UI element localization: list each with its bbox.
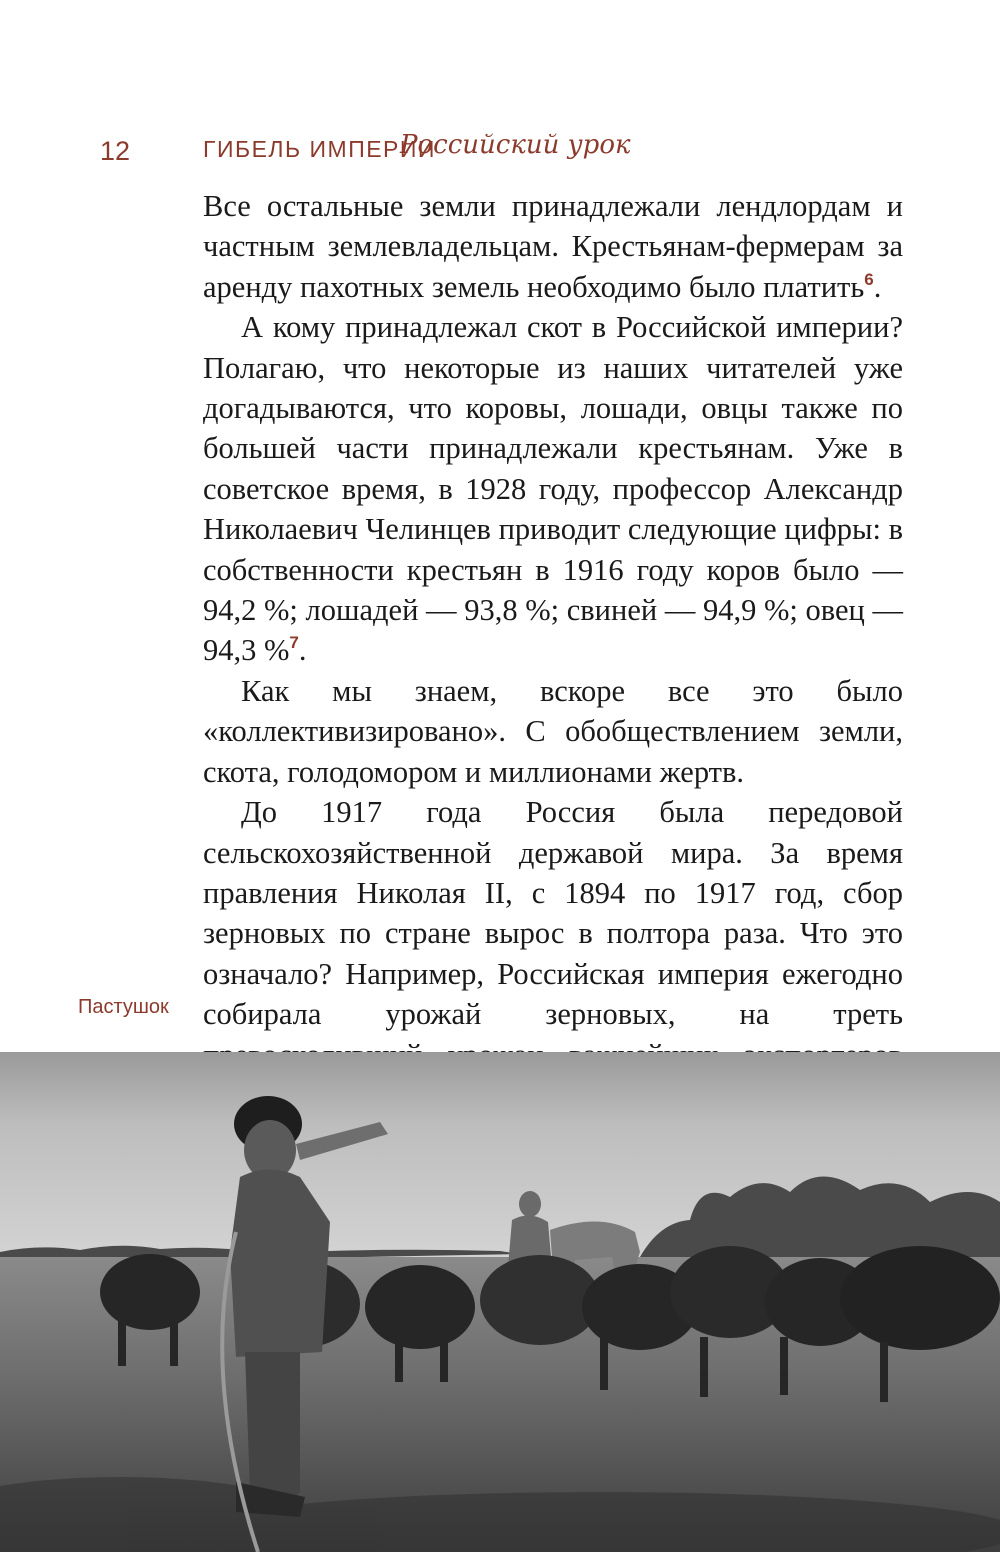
shepherd-photo <box>0 1052 1000 1552</box>
photo-caption: Пастушок <box>78 996 169 1018</box>
main-text <box>203 186 903 1156</box>
paragraph-text: Как мы знаем, вскоре все это было «коллективизировано». С обобществлением земли, скота, голодомором и миллионами жертв. <box>203 673 903 789</box>
paragraph-text: А кому принадлежал скот в Российской империи? Полагаю, что некоторые из наших читателей уже догадываются, что коровы, лошади, овцы также по большей части принадлежали крестьянам. Уже в советское время, в 1928 году, профессор Александр Николаевич Челинцев приводит следующие цифры: в собственности крестьян в 1916 году коров было — 94,2 %; лошадей — 93,8 %; свиней — 94,9 %; овец — 94,3 % <box>203 310 903 668</box>
footnote-6-link[interactable]: 6 <box>864 269 874 289</box>
book-title: ГИБЕЛЬ ИМПЕРИИ <box>203 136 436 162</box>
paragraph-1: Все остальные земли принадлежали лендлордам и частным землевладельцам. Крестьянам-фермерам за аренду пахотных земель необходимо было платить$^6$. <box>203 189 903 304</box>
page-number: 12 <box>100 136 131 166</box>
footnote-7-link[interactable]: 7 <box>289 633 299 653</box>
paragraph-2: А кому принадлежал скот в Российской империи? Полагаю, что некоторые из наших читателей уже догадываются, что коровы, лошади, овцы также по большей части принадлежали крестьянам. Уже в советское время, в 1928 году, профессор Александр Николаевич Челинцев приводит следующие цифры: в собственности крестьян в 1916 году коров было — 94,2 %; лошадей — 93,8 %; свиней — 94,9 %; овец — 94,3 %$^7$. <box>203 310 903 668</box>
paragraph-3 <box>203 671 903 792</box>
series-title: Российский урок <box>400 130 631 160</box>
running-header <box>0 128 1000 172</box>
paragraph-text: Все остальные земли принадлежали лендлордам и частным землевладельцам. Крестьянам-фермерам за аренду пахотных земель необходимо было платить <box>203 189 903 304</box>
paragraph-text: До 1917 года Россия была передовой сельскохозяйственной державой мира. За время правления Николая II, с 1894 по 1917 год, сбор зерновых по стране вырос в полтора раза. Что это означало? Например, Российская империя ежегодно собирала урожай зерновых, на треть <box>203 795 903 1032</box>
